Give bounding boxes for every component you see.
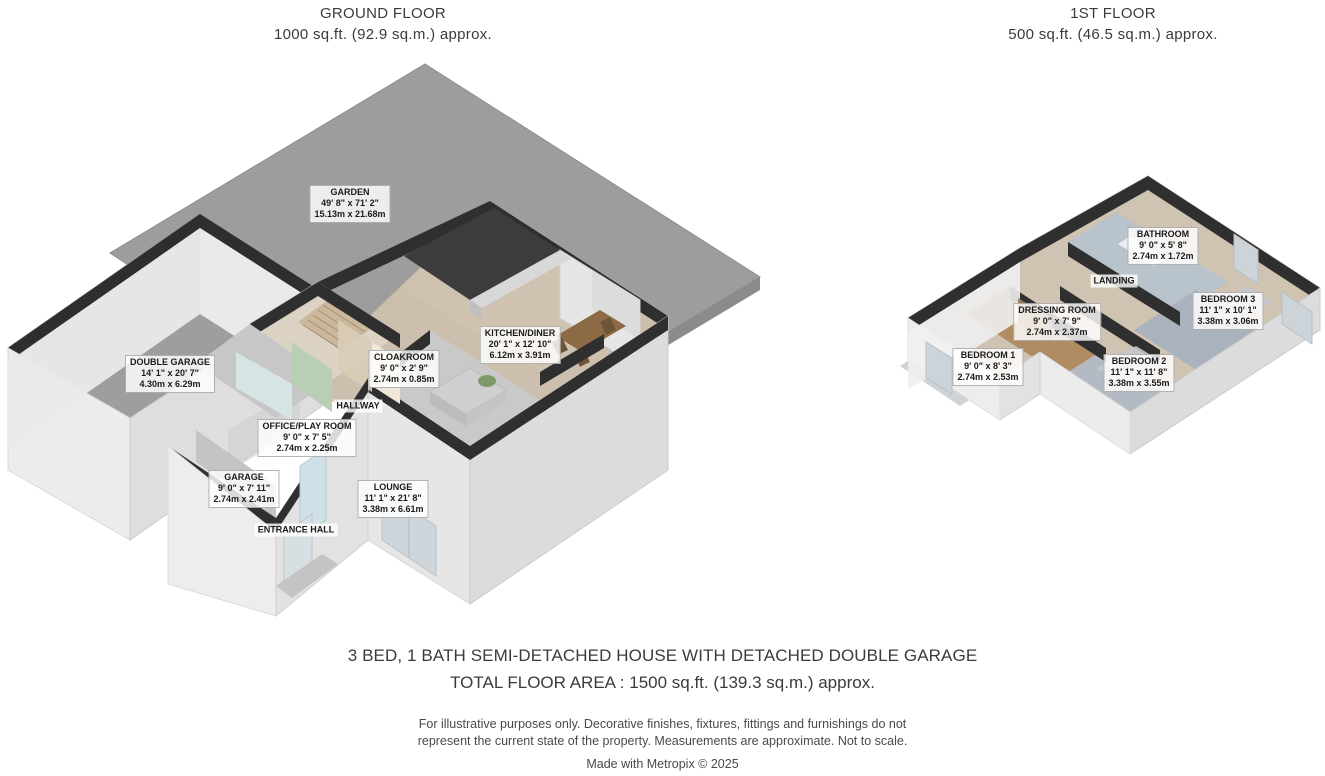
room-label-bathroom: BATHROOM 9' 0" x 5' 8" 2.74m x 1.72m [1127,227,1198,265]
room-label-office-play-room: OFFICE/PLAY ROOM 9' 0" x 7' 5" 2.74m x 2.25m [257,419,356,457]
room-label-landing: LANDING [1091,275,1138,288]
room-label-garden: GARDEN 49' 8" x 71' 2" 15.13m x 21.68m [309,185,390,223]
room-label-lounge: LOUNGE 11' 1" x 21' 8" 3.38m x 6.61m [357,480,428,518]
room-label-dressing-room: DRESSING ROOM 9' 0" x 7' 9" 2.74m x 2.37m [1013,303,1101,341]
total-floor-area: TOTAL FLOOR AREA : 1500 sq.ft. (139.3 sq.m.) approx. [450,673,875,692]
room-label-double-garage: DOUBLE GARAGE 14' 1" x 20' 7" 4.30m x 6.29m [125,355,215,393]
room-label-entrance-hall: ENTRANCE HALL [255,524,338,537]
room-label-kitchen-diner: KITCHEN/DINER 20' 1" x 12' 10" 6.12m x 3.91m [480,326,561,364]
disclaimer-line-2: represent the current state of the property. Measurements are approximate. Not to scale. [417,734,908,748]
room-label-cloakroom: CLOAKROOM 9' 0" x 2' 9" 2.74m x 0.85m [368,350,439,388]
first-floor-title: 1ST FLOOR [1070,5,1156,22]
ground-floor-title: GROUND FLOOR [319,5,447,22]
room-label-bedroom-2: BEDROOM 2 11' 1" x 11' 8" 3.38m x 3.55m [1103,354,1174,392]
disclaimer-line-1: For illustrative purposes only. Decorative finishes, fixtures, fittings and furnishings do not [418,717,907,731]
room-label-bedroom-1: BEDROOM 1 9' 0" x 8' 3" 2.74m x 2.53m [952,348,1023,386]
ground-floor-area: 1000 sq.ft. (92.9 sq.m.) approx. [273,26,493,43]
disclaimer [0,716,1325,750]
room-label-bedroom-3: BEDROOM 3 11' 1" x 10' 1" 3.38m x 3.06m [1192,292,1263,330]
room-label-garage: GARAGE 9' 0" x 7' 11" 2.74m x 2.41m [208,470,279,508]
room-label-hallway: HALLWAY [333,400,382,413]
first-floor-area: 500 sq.ft. (46.5 sq.m.) approx. [1008,26,1218,43]
property-description: 3 BED, 1 BATH SEMI-DETACHED HOUSE WITH DETACHED DOUBLE GARAGE [347,646,978,665]
metropix-credit: Made with Metropix © 2025 [586,757,739,771]
